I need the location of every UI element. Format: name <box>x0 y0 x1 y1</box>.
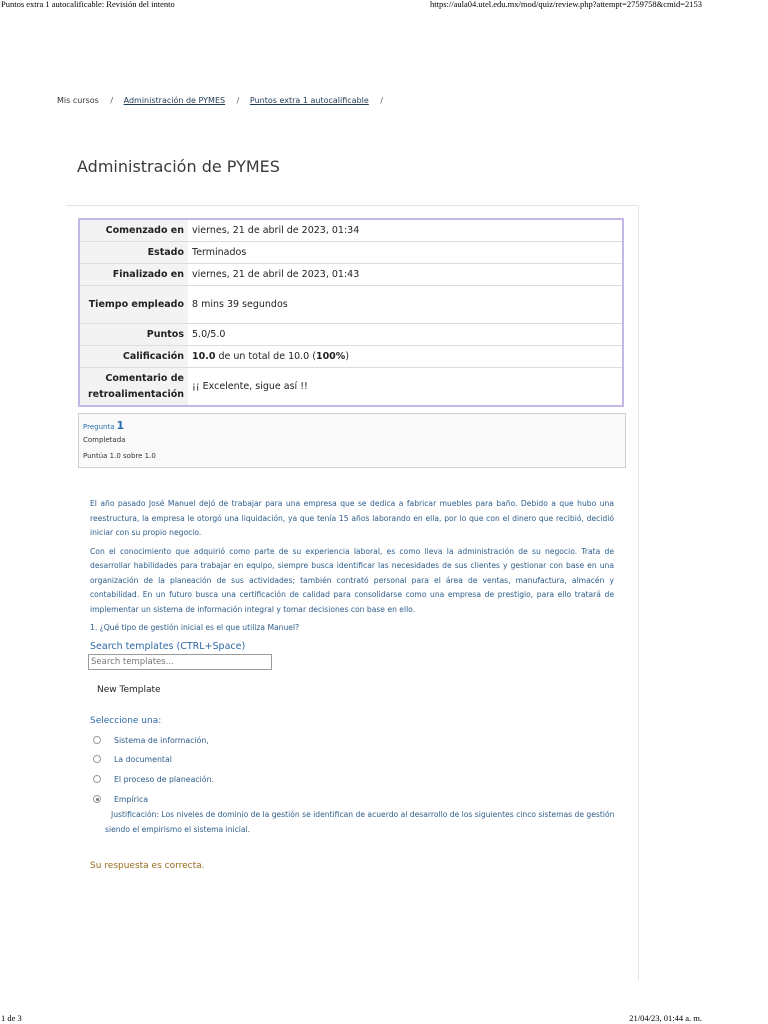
answer-justification: Justificación: Los niveles de dominio de la gestión se identifican de acuerdo al desarrollo de los siguientes cinco sistemas de gestión siendo el empirismo el sistema inicial. <box>105 810 615 834</box>
search-templates-label: Search templates (CTRL+Space) <box>90 641 246 652</box>
question-label: Pregunta <box>83 423 115 431</box>
summary-value: Terminados <box>188 242 623 264</box>
breadcrumb-item-mis-cursos[interactable]: Mis cursos <box>57 96 99 105</box>
answer-option-label: Sistema de información, <box>114 736 209 745</box>
answer-option[interactable] <box>93 755 172 764</box>
grade-value: 10.0 <box>192 351 216 362</box>
summary-label: Estado <box>79 242 188 264</box>
radio-button[interactable] <box>93 755 101 763</box>
grade-close: ) <box>345 351 350 362</box>
answer-option-label: La documental <box>114 755 172 764</box>
grade-percent: 100% <box>315 351 346 362</box>
question-paragraph: Con el conocimiento que adquirió como parte de su experiencia laboral, es como lleva la administración de su negocio. Trata de desarrollar habilidades para trabajar en equipo, siempre busca identificar las necesidades de sus clientes y gestionar con base en una organización de la planeación de sus actividades; también contrató personal para el área de ventas, manufactura, almacén y contabilidad. En un futuro busca una certificación de calidad para consolidarse como una empresa de prestigio, para ello tratará de implementar un sistema de información integral y tomar decisiones con base en ello. <box>90 546 614 614</box>
summary-label: Finalizado en <box>79 264 188 286</box>
summary-value: ¡¡ Excelente, sigue así !! <box>188 368 623 407</box>
question-grade: Puntúa 1.0 sobre 1.0 <box>83 452 156 460</box>
summary-label: Calificación <box>79 346 188 368</box>
radio-button[interactable] <box>93 775 101 783</box>
summary-label: Comenzado en <box>79 219 188 242</box>
select-one-label: Seleccione una: <box>90 716 162 726</box>
breadcrumb-item-quiz[interactable]: Puntos extra 1 autocalificable <box>249 96 369 105</box>
question-info-box <box>78 413 626 468</box>
question-paragraph: El año pasado José Manuel dejó de trabajar para una empresa que se dedica a fabricar muebles para baño. Debido a que hubo una reestructura, la empresa le otorgó una liquidación, ya que tenía 15 años laborando en ella, por lo que con el dinero que recibió, decidió iniciar con su propio negocio. <box>90 499 614 537</box>
print-header-title: Puntos extra 1 autocalificable: Revisión del intento <box>1 0 175 9</box>
breadcrumb-separator: / <box>380 96 384 105</box>
breadcrumb-separator: / <box>236 96 240 105</box>
radio-button[interactable] <box>93 736 101 744</box>
answer-option-label: El proceso de planeación. <box>114 775 214 784</box>
summary-value: 8 mins 39 segundos <box>188 286 623 324</box>
summary-label: Comentario de retroalimentación <box>79 368 188 407</box>
summary-row <box>79 324 623 346</box>
summary-row <box>79 368 623 407</box>
question-number <box>83 419 124 432</box>
search-templates-input[interactable] <box>88 654 272 670</box>
breadcrumb <box>57 96 391 105</box>
print-datetime: 21/04/23, 01:44 a. m. <box>629 1013 702 1023</box>
page-title: Administración de PYMES <box>77 157 280 176</box>
summary-row <box>79 286 623 324</box>
question-text <box>90 497 614 640</box>
answer-option[interactable] <box>93 795 148 804</box>
answer-feedback: Su respuesta es correcta. <box>90 861 205 871</box>
content-divider <box>66 205 638 206</box>
answer-option[interactable] <box>93 775 214 784</box>
question-prompt: 1. ¿Qué tipo de gestión inicial es el que utiliza Manuel? <box>90 623 300 632</box>
question-number-value: 1 <box>116 419 125 432</box>
summary-value: 5.0/5.0 <box>188 324 623 346</box>
summary-label: Tiempo empleado <box>79 286 188 324</box>
summary-row <box>79 264 623 286</box>
answer-option-label: Empírica <box>114 795 149 804</box>
content-divider <box>638 205 639 980</box>
new-template-button[interactable]: New Template <box>97 685 161 695</box>
summary-value <box>188 346 623 368</box>
summary-row <box>79 219 623 242</box>
print-page-number: 1 de 3 <box>1 1013 22 1023</box>
summary-value: viernes, 21 de abril de 2023, 01:43 <box>188 264 623 286</box>
summary-row <box>79 242 623 264</box>
grade-total: de un total de 10.0 ( <box>215 351 316 362</box>
radio-button-selected[interactable] <box>93 795 101 803</box>
answer-option[interactable] <box>93 736 209 745</box>
breadcrumb-item-course[interactable]: Administración de PYMES <box>123 96 226 105</box>
breadcrumb-separator: / <box>110 96 114 105</box>
attempt-summary-table <box>78 218 624 407</box>
question-state: Completada <box>83 436 126 444</box>
print-header-url: https://aula04.utel.edu.mx/mod/quiz/review.php?attempt=2759758&cmid=2153 <box>429 0 702 9</box>
summary-label: Puntos <box>79 324 188 346</box>
summary-value: viernes, 21 de abril de 2023, 01:34 <box>192 225 360 236</box>
summary-row <box>79 346 623 368</box>
